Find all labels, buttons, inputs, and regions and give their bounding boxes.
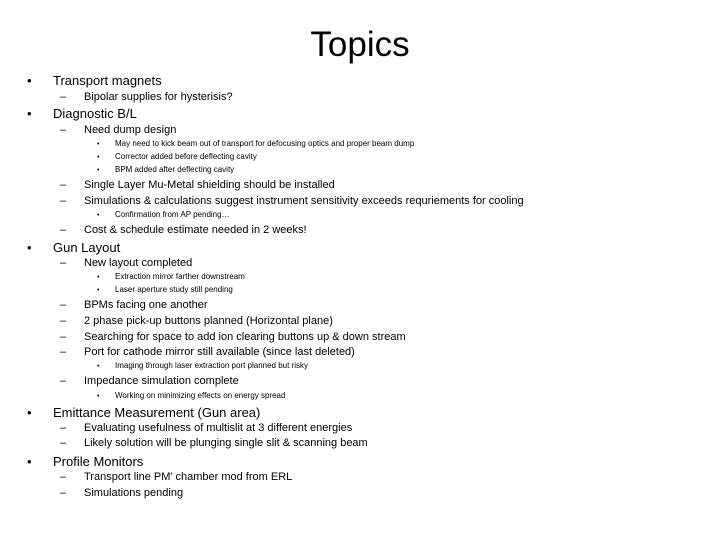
bullet-text: Impedance simulation complete [84,375,239,387]
bullet-text: Simulations & calculations suggest instrument sensitivity exceeds requriements for cooling [84,195,524,207]
bullet-level-2 [60,437,368,450]
bullet-level-3 [97,210,230,221]
bullet-text: 2 phase pick-up buttons planned (Horizontal plane) [84,315,333,327]
bullet-marker: – [60,375,67,387]
bullet-text: Emittance Measurement (Gun area) [53,405,261,420]
bullet-marker: • [97,154,100,161]
bullet-marker: – [60,91,67,103]
bullet-marker: • [97,393,100,400]
bullet-text: Bipolar supplies for hysterisis? [84,91,233,103]
bullet-level-2 [60,375,239,388]
bullet-level-3 [97,361,308,372]
bullet-level-2 [60,91,233,104]
bullet-marker: • [27,454,32,469]
bullet-text: Corrector added before deflecting cavity [115,152,257,161]
bullet-marker: – [60,437,67,449]
bullet-text: Gun Layout [53,240,121,255]
bullet-marker: – [60,487,67,499]
bullet-marker: – [60,315,67,327]
bullet-marker: • [27,106,32,121]
bullet-text: Cost & schedule estimate needed in 2 weeks! [84,224,307,236]
bullet-marker: – [60,124,67,136]
bullet-level-1 [27,240,120,255]
bullet-text: Extraction mirror farther downstream [115,272,245,281]
bullet-marker: – [60,257,67,269]
bullet-text: Searching for space to add ion clearing buttons up & down stream [84,331,406,343]
bullet-marker: • [27,73,32,88]
bullet-marker: • [27,240,32,255]
bullet-level-2 [60,179,335,192]
bullet-text: Profile Monitors [53,454,144,469]
bullet-marker: – [60,331,67,343]
bullet-level-2 [60,124,176,137]
slide-title: Topics [310,25,410,64]
bullet-text: BPMs facing one another [84,299,208,311]
bullet-marker: – [60,471,67,483]
bullet-level-1 [27,106,137,121]
bullet-level-3 [97,165,234,176]
bullet-text: Likely solution will be plunging single slit & scanning beam [84,437,368,449]
bullet-level-3 [97,272,245,283]
bullet-level-2 [60,315,333,328]
bullet-text: Transport magnets [53,73,162,88]
bullet-text: Laser aperture study still pending [115,285,233,294]
bullet-marker: – [60,195,67,207]
bullet-level-1 [27,454,143,469]
bullet-marker: – [60,422,67,434]
bullet-text: Diagnostic B/L [53,106,137,121]
bullet-text: Port for cathode mirror still available (since last deleted) [84,346,355,358]
bullet-level-1 [27,73,162,88]
bullet-level-3 [97,152,257,163]
bullet-text: Evaluating usefulness of multislit at 3 different energies [84,422,353,434]
bullet-level-2 [60,224,307,237]
bullet-marker: – [60,346,67,358]
bullet-marker: • [97,363,100,370]
bullet-text: Working on minimizing effects on energy spread [115,391,286,400]
bullet-marker: • [97,141,100,148]
bullet-text: Imaging through laser extraction port planned but risky [115,361,308,370]
bullet-level-3 [97,285,233,296]
bullet-level-3 [97,391,285,402]
bullet-level-2 [60,346,355,359]
bullet-marker: – [60,179,67,191]
bullet-level-2 [60,471,292,484]
bullet-text: Simulations pending [84,487,184,499]
bullet-text: Need dump design [84,124,177,136]
bullet-marker: – [60,299,67,311]
bullet-level-3 [97,139,414,150]
bullet-marker: • [97,274,100,281]
bullet-level-1 [27,405,260,420]
bullet-marker: – [60,224,67,236]
bullet-level-2 [60,331,406,344]
bullet-text: BPM added after deflecting cavity [115,165,235,174]
bullet-text: Confirmation from AP pending… [115,210,230,219]
bullet-level-2 [60,422,352,435]
bullet-marker: • [27,405,32,420]
bullet-level-2 [60,257,192,270]
bullet-text: May need to kick beam out of transport for defocusing optics and proper beam dump [115,139,415,148]
bullet-level-2 [60,195,524,208]
bullet-marker: • [97,167,100,174]
bullet-level-2 [60,487,183,500]
bullet-marker: • [97,287,100,294]
bullet-text: Transport line PM’ chamber mod from ERL [84,471,293,483]
bullet-marker: • [97,212,100,219]
bullet-text: Single Layer Mu-Metal shielding should be installed [84,179,335,191]
bullet-text: New layout completed [84,257,193,269]
bullet-level-2 [60,299,208,312]
